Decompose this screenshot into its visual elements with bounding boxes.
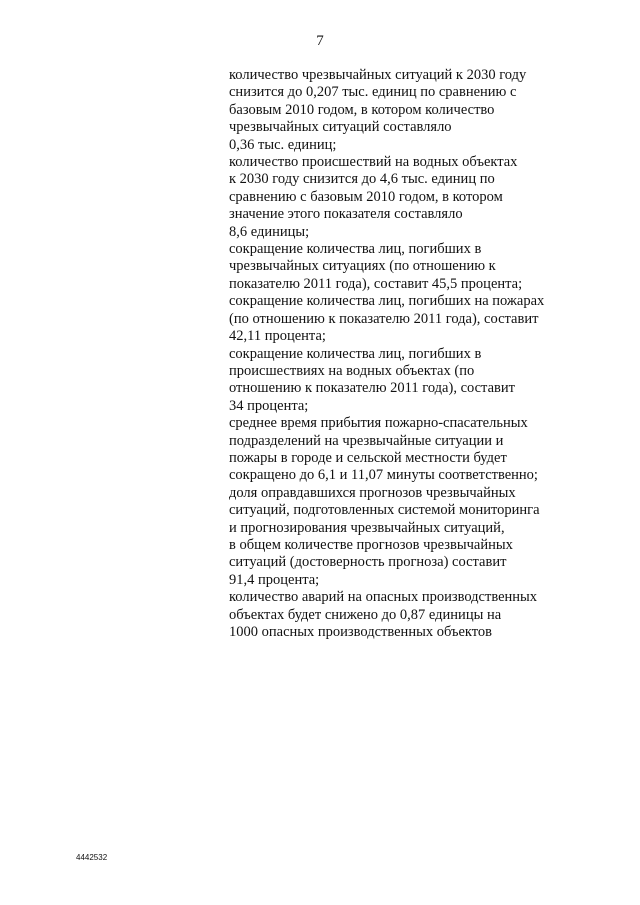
body-line: 91,4 процента; — [229, 571, 320, 588]
body-line: чрезвычайных ситуациях (по отношению к — [229, 258, 496, 275]
body-line: сравнению с базовым 2010 годом, в котором — [229, 188, 503, 205]
body-line: 0,36 тыс. единиц; — [229, 136, 337, 153]
body-line: (по отношению к показателю 2011 года), составит — [229, 310, 539, 327]
body-line: доля оправдавшихся прогнозов чрезвычайных — [229, 484, 516, 501]
body-line: сокращено до 6,1 и 11,07 минуты соответственно; — [229, 467, 538, 484]
body-line: отношению к показателю 2011 года), составит — [229, 380, 515, 397]
body-line: 8,6 единицы; — [229, 223, 310, 240]
body-line: объектах будет снижено до 0,87 единицы на — [229, 606, 502, 623]
document-id: 4442532 — [76, 853, 108, 862]
body-line: и прогнозирования чрезвычайных ситуаций, — [229, 519, 505, 536]
body-line: 42,11 процента; — [229, 328, 326, 345]
body-line: базовым 2010 годом, в котором количество — [229, 101, 495, 118]
body-line: в общем количестве прогнозов чрезвычайных — [229, 536, 513, 553]
body-line: значение этого показателя составляло — [229, 206, 463, 223]
body-line: сокращение количества лиц, погибших в — [229, 241, 482, 258]
body-line: пожары в городе и сельской местности будет — [229, 449, 507, 466]
body-line: показателю 2011 года), составит 45,5 процента; — [229, 275, 523, 292]
body-line: 1000 опасных производственных объектов — [229, 624, 492, 640]
body-line: ситуаций, подготовленных системой мониторинга — [229, 502, 540, 519]
body-line: количество аварий на опасных производственных — [229, 589, 538, 606]
body-line: снизится до 0,207 тыс. единиц по сравнению с — [229, 84, 517, 101]
document-body — [229, 67, 569, 641]
body-line: ситуаций (достоверность прогноза) составит — [229, 554, 507, 571]
body-line: чрезвычайных ситуаций составляло — [229, 119, 452, 136]
body-line: среднее время прибытия пожарно-спасательных — [229, 415, 528, 432]
body-line: количество происшествий на водных объектах — [229, 154, 518, 171]
body-line: происшествиях на водных объектах (по — [229, 362, 475, 379]
body-line: сокращение количества лиц, погибших на пожарах — [229, 293, 545, 310]
body-line: к 2030 году снизится до 4,6 тыс. единиц по — [229, 171, 495, 188]
page-number: 7 — [316, 33, 324, 49]
body-line: 34 процента; — [229, 397, 309, 414]
body-line: подразделений на чрезвычайные ситуации и — [229, 432, 504, 449]
body-line: количество чрезвычайных ситуаций к 2030 году — [229, 67, 527, 83]
body-line: сокращение количества лиц, погибших в — [229, 345, 482, 362]
